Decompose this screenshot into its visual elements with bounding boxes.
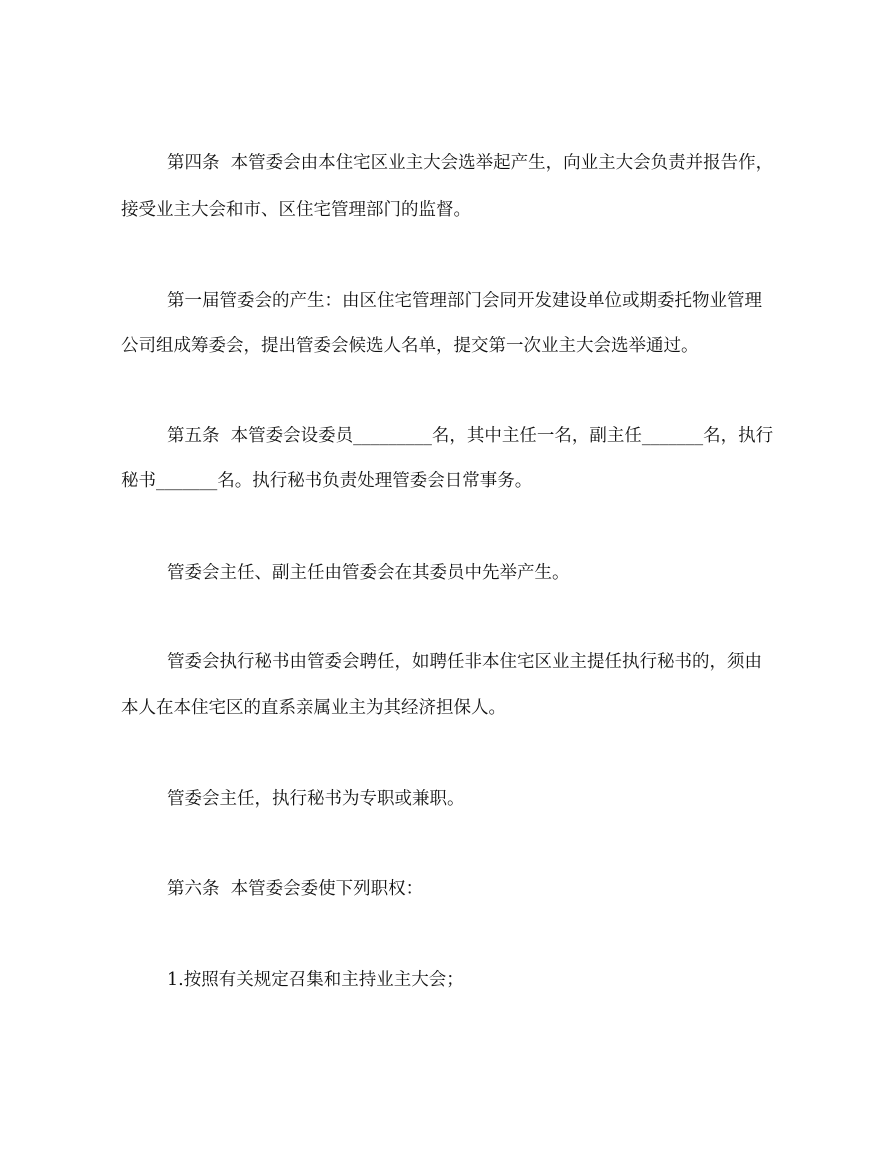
executive-secretary-line-2: 本人在本住宅区的直系亲属业主为其经济担保人。: [121, 698, 506, 718]
article-5-line-1: 第五条 本管委会设委员_________名，其中主任一名，副主任_______名，执行: [167, 426, 774, 446]
executive-secretary-line-1: 管委会执行秘书由管委会聘任，如聘任非本住宅区业主提任执行秘书的，须由: [167, 652, 762, 672]
first-committee-line-1: 第一届管委会的产生：由区住宅管理部门会同开发建设单位或期委托物业管理: [167, 291, 762, 311]
article-4-line-1: 第四条 本管委会由本住宅区业主大会选举起产生，向业主大会负责并报告作，: [167, 153, 774, 173]
article-6-heading: 第六条 本管委会委使下列职权：: [167, 879, 424, 899]
first-committee-line-2: 公司组成筹委会，提出管委会候选人名单，提交第一次业主大会选举通过。: [121, 336, 699, 356]
full-or-part-time-line: 管委会主任，执行秘书为专职或兼职。: [167, 789, 465, 809]
article-5-line-2: 秘书_______名。执行秘书负责处理管委会日常事务。: [121, 471, 533, 491]
list-item-1: 1.按照有关规定召集和主持业主大会；: [167, 970, 464, 990]
director-election-line: 管委会主任、副主任由管委会在其委员中先举产生。: [167, 563, 570, 583]
article-4-line-2: 接受业主大会和市、区住宅管理部门的监督。: [121, 200, 471, 220]
